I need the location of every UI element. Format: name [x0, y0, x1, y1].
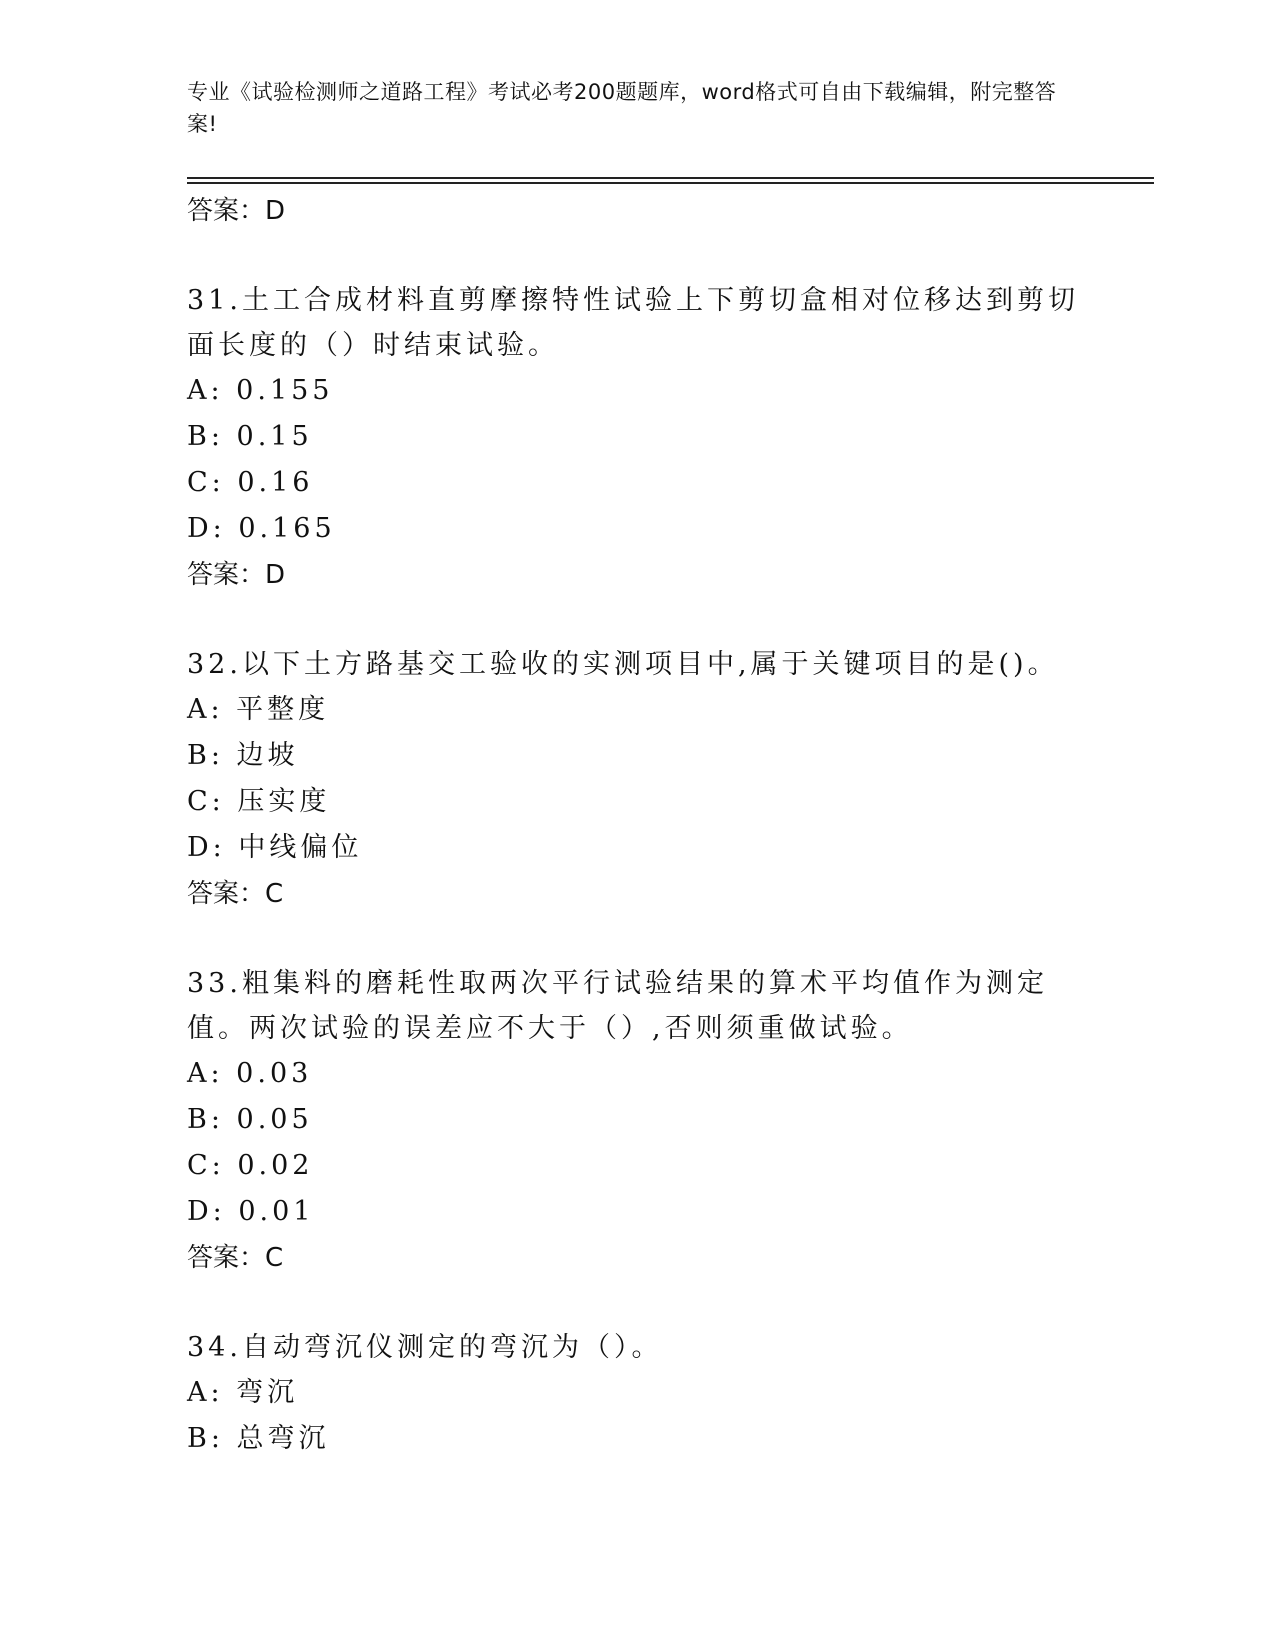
- option-d: D: 0.165: [187, 513, 336, 544]
- option-b: B: 0.05: [187, 1104, 313, 1135]
- question-text: 33.粗集料的磨耗性取两次平行试验结果的算术平均值作为测定值。两次试验的误差应不大于（）,否则须重做试验。: [187, 968, 1048, 1044]
- option-c: C: 0.16: [187, 467, 314, 498]
- option-b: B: 0.15: [187, 421, 313, 452]
- question-text: 32.以下土方路基交工验收的实测项目中,属于关键项目的是()。: [187, 649, 1059, 680]
- option-b: B: 边坡: [187, 740, 299, 771]
- question-text: 34.自动弯沉仪测定的弯沉为（）。: [187, 1332, 663, 1363]
- question-34: [187, 1325, 1087, 1462]
- header-divider: [187, 177, 1154, 179]
- answer-line: 答案：D: [187, 196, 286, 226]
- answer-line: 答案：D: [187, 560, 286, 590]
- option-d: D: 0.01: [187, 1196, 315, 1227]
- option-a: A: 0.155: [187, 375, 334, 406]
- question-text: 31.土工合成材料直剪摩擦特性试验上下剪切盒相对位移达到剪切面长度的（）时结束试验。: [187, 285, 1079, 361]
- option-c: C: 0.02: [187, 1150, 314, 1181]
- option-a: A: 弯沉: [187, 1377, 299, 1408]
- option-a: A: 0.03: [187, 1058, 313, 1089]
- question-32: [187, 642, 1087, 917]
- question-list: [187, 188, 1087, 1462]
- header-divider-double: [187, 182, 1154, 184]
- answer-line: 答案：C: [187, 879, 284, 909]
- option-b: B: 总弯沉: [187, 1423, 330, 1454]
- document-header: 专业《试验检测师之道路工程》考试必考200题题库，word格式可自由下载编辑，附完整答案!: [187, 80, 1057, 136]
- answer-line: 答案：C: [187, 1243, 284, 1273]
- option-c: C: 压实度: [187, 786, 331, 817]
- question-33: [187, 961, 1087, 1281]
- option-d: D: 中线偏位: [187, 832, 363, 863]
- question-31: [187, 278, 1087, 598]
- option-a: A: 平整度: [187, 694, 330, 725]
